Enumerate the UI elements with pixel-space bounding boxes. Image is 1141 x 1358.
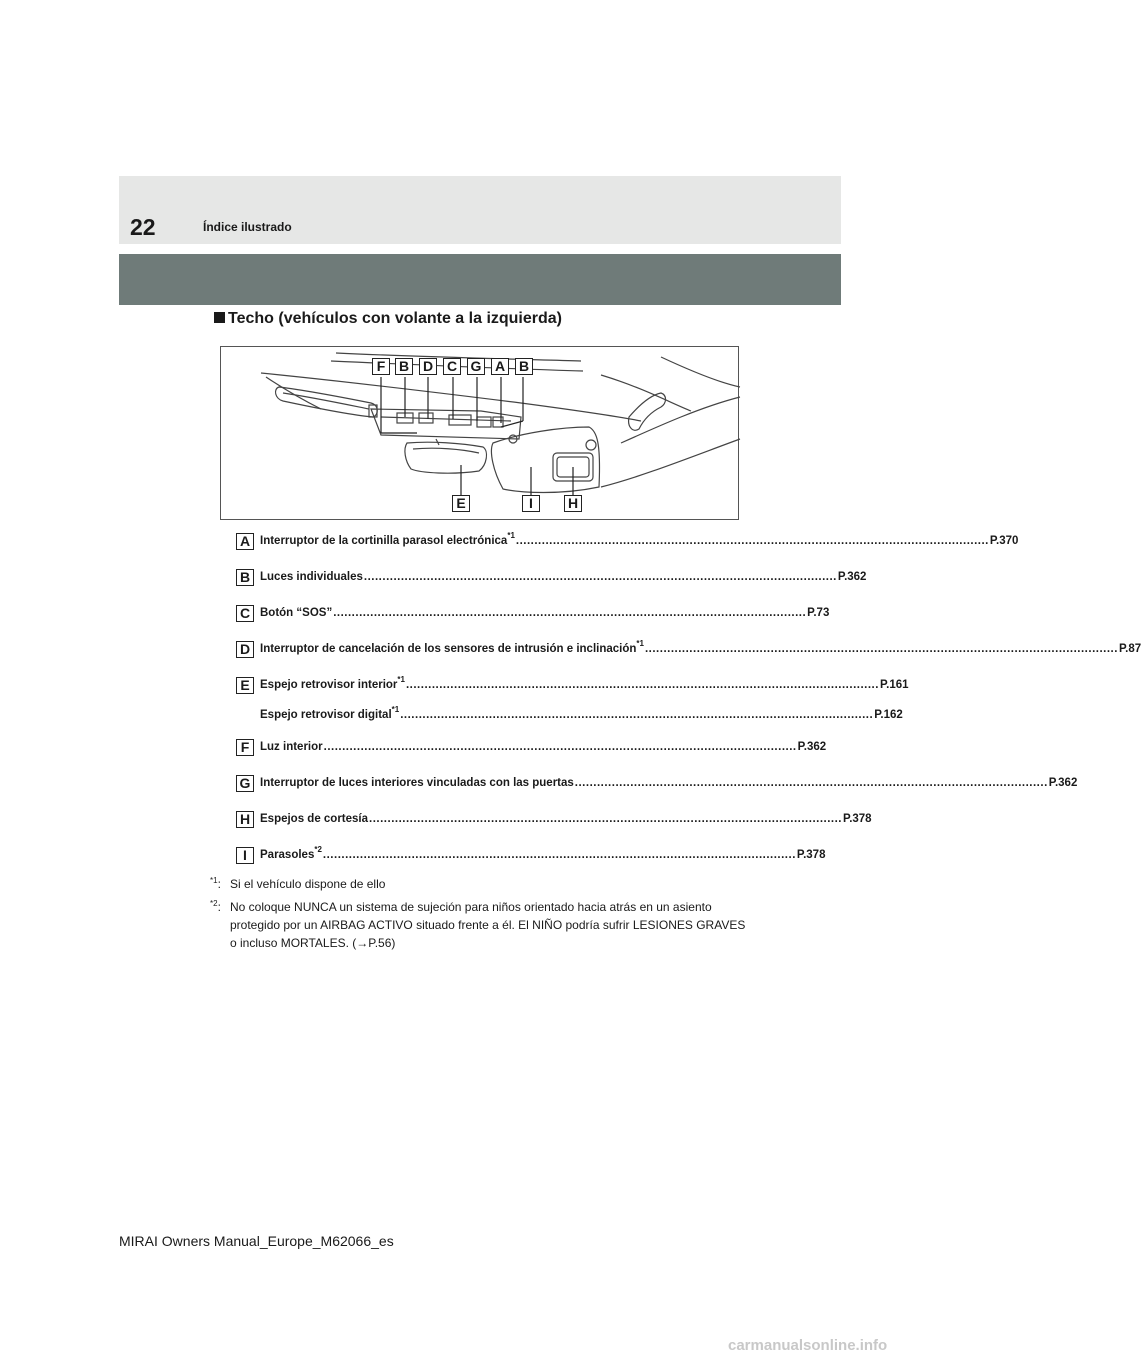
leader-dots: ................................................................................................................................ (322, 849, 796, 861)
item-page-ref[interactable]: P.362 (1048, 777, 1078, 789)
leader-dots: ................................................................................................................................ (369, 813, 842, 825)
item-page-ref[interactable]: P.161 (879, 679, 909, 691)
callout-e: E (452, 495, 470, 512)
item-label: Luces individuales (260, 571, 363, 583)
leader-dots: ................................................................................................................................ (323, 741, 797, 753)
callout-i: I (522, 495, 540, 512)
item-page-ref[interactable]: P.370 (989, 535, 1019, 547)
item-row (260, 811, 872, 828)
footnote-mark: $^{*2}$: (210, 899, 221, 914)
item-badge: I (236, 847, 254, 864)
item-label: Interruptor de la cortinilla parasol electrónica (260, 535, 508, 547)
leader-dots: ................................................................................................................................ (574, 777, 1048, 789)
item-sup: *1 (636, 639, 644, 648)
page-footer: MIRAI Owners Manual_Europe_M62066_es (119, 1233, 394, 1249)
leader-dots: ................................................................................................................................ (333, 607, 807, 619)
item-badge: E (236, 677, 254, 694)
item-sup: *1 (507, 531, 515, 540)
leader-dots: ................................................................................................................................ (515, 535, 989, 547)
item-badge: G (236, 775, 254, 792)
item-row (260, 675, 909, 694)
square-bullet-icon (214, 312, 225, 323)
footnote-mark: $^{*1}$: (210, 876, 221, 891)
footnote-text: Si el vehículo dispone de ello (230, 877, 386, 891)
callout-d: D (419, 358, 437, 375)
leader-dots: ................................................................................................................................ (363, 571, 837, 583)
callout-c: C (443, 358, 461, 375)
callout-b-right: B (515, 358, 533, 375)
footnote-2 (210, 898, 750, 952)
callout-a: A (491, 358, 509, 375)
callout-h: H (564, 495, 582, 512)
item-badge: F (236, 739, 254, 756)
item-label: Interruptor de cancelación de los sensores de intrusión e inclinación (260, 643, 637, 655)
section-title: Índice ilustrado (203, 220, 292, 234)
section-heading (214, 310, 562, 328)
item-page-ref[interactable]: P.73 (807, 607, 830, 619)
footnote-mark-text: *2 (210, 899, 218, 908)
item-badge: D (236, 641, 254, 658)
item-sup: *1 (397, 675, 405, 684)
item-label: Botón “SOS” (260, 607, 333, 619)
item-label: Interruptor de luces interiores vinculadas con las puertas (260, 777, 574, 789)
item-row (260, 845, 826, 864)
item-badge: A (236, 533, 254, 550)
leader-dots: ................................................................................................................................ (644, 643, 1118, 655)
footnote-text: No coloque NUNCA un sistema de sujeción para niños orientado hacia atrás en un asiento protegido por un AIRBAG ACTIVO situado frente a él. El NIÑO podría sufrir LESIONES GRAVES o incluso MORTALES. (→P.56) (230, 900, 746, 950)
page-number: 22 (130, 214, 156, 240)
item-row (260, 639, 1141, 658)
item-row (260, 531, 1019, 550)
item-label: Luz interior (260, 741, 323, 753)
item-label: Parasoles (260, 849, 315, 861)
footnote-mark-text: *1 (210, 876, 218, 885)
leader-dots: ................................................................................................................................ (405, 679, 879, 691)
item-page-ref[interactable]: P.87 (1118, 643, 1141, 655)
callout-f: F (372, 358, 390, 375)
item-page-ref[interactable]: P.362 (797, 741, 827, 753)
item-label: Espejos de cortesía (260, 813, 369, 825)
item-page-ref[interactable]: P.162 (874, 709, 903, 721)
item-label: Espejo retrovisor digital (260, 709, 392, 721)
watermark: carmanualsonline.info (728, 1337, 888, 1354)
item-badge: B (236, 569, 254, 586)
item-label: Espejo retrovisor interior (260, 679, 398, 691)
item-row (260, 775, 1078, 792)
item-row (260, 569, 867, 586)
item-page-ref[interactable]: P.378 (796, 849, 826, 861)
item-page-ref[interactable]: P.378 (843, 813, 872, 825)
callout-g: G (467, 358, 485, 375)
item-badge: C (236, 605, 254, 622)
callout-b-left: B (395, 358, 413, 375)
title-band (119, 254, 841, 305)
leader-dots: ................................................................................................................................ (400, 709, 874, 721)
roof-illustration (220, 346, 739, 520)
item-sub-row (260, 705, 903, 724)
item-sup: *1 (391, 705, 400, 714)
item-sup: *2 (314, 845, 322, 854)
footnote-1 (210, 875, 750, 893)
item-badge: H (236, 811, 254, 828)
item-page-ref[interactable]: P.362 (837, 571, 867, 583)
item-row (260, 739, 827, 756)
heading-text: Techo (vehículos con volante a la izquierda) (228, 310, 562, 327)
item-row (260, 605, 830, 622)
